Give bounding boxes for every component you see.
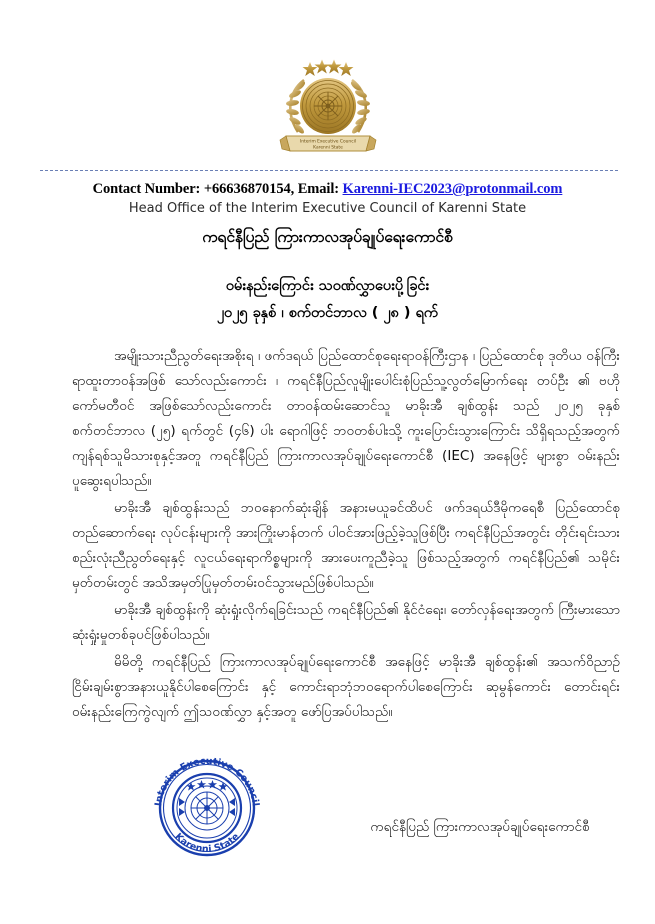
contact-label: Contact Number:: [92, 181, 201, 197]
seal-arc-top-text: Interim Executive Council: [153, 755, 261, 807]
karenni-iec-blue-round-seal-icon: [143, 752, 271, 864]
document-date: ၂၀၂၅ ခုနှစ် ၊ စက်တင်ဘာလ ( ၂၈ ) ရက်: [216, 305, 439, 321]
document-body: [72, 344, 620, 727]
body-paragraph: မာခိုးအီ ချစ်ထွန်းသည် ဘဝနောက်ဆုံးချိန် အနားမယူခင်ထိပင် ဖက်ဒရယ်ဒီမိုကရေစီ ပြည်ထောင်စု တည်ဆောက်ရေး လုပ်ငန်းများကို အားကြိုးမာန်တက် ပါဝင်အားဖြည့်ခဲ့သူဖြစ်ပြီး ကရင်နီပြည်အတွင်း တိုင်းရင်းသားစည်းလုံးညီညွတ်ရေးနှင့် လူငယ်ရေးရာကိစ္စများကို အားပေးကူညီခဲ့သူ ဖြစ်သည့်အတွက် ကရင်နီပြည်၏ သမိုင်းမှတ်တမ်းတွင် အသိအမှတ်ပြုမှတ်တမ်းဝင်သွားမည်ဖြစ်ပါသည်။: [72, 500, 620, 591]
head-office-line: Head Office of the Interim Executive Council of Karenni State: [128, 201, 527, 217]
emblem-banner-line1: Interim Executive Council: [299, 139, 356, 145]
body-paragraph: မာခိုးအီ ချစ်ထွန်းကို ဆုံးရှုံးလိုက်ရခြင်းသည် ကရင်နီပြည်၏ နိုင်ငံရေး၊ တော်လှန်ရေးအတွက် ကြီးမားသော ဆုံးရှုံးမှုတစ်ခုပင်ဖြစ်ပါသည်။: [72, 602, 620, 643]
body-paragraph: အမျိုးသားညီညွတ်ရေးအစိုးရ ၊ ဖက်ဒရယ် ပြည်ထောင်စုရေးရာဝန်ကြီးဌာန ၊ ပြည်ထောင်စု ဒုတိယ ဝန်ကြီး ရာထူးတာဝန်အဖြစ် သော်လည်းကောင်း ၊ ကရင်နီပြည်လူမျိုးပေါင်းစုံပြည်သူ့လွတ်မြောက်ရေး တပ်ဦး ၏ ဗဟိုကော်မတီဝင် အဖြစ်သော်လည်းကောင်း တာဝန်ထမ်းဆောင်သူ မာခိုးအီ ချစ်ထွန်း သည် ၂၀၂၅ ခုနှစ် စက်တင်ဘာလ (၂၅) ရက်တွင် (၄၆) ပါး ရောဂါဖြင့် ဘဝတစ်ပါးသို့ ကူးပြောင်းသွားကြောင်း သိရှိရသည့်အတွက် ကျန်ရစ်သူမိသားစုနှင့်အတူ ကရင်နီပြည် ကြားကာလအုပ်ချုပ်ရေးကောင်စီ (IEC) အနေဖြင့် များစွာ ဝမ်းနည်းပူဆွေးရပါသည်။: [72, 348, 620, 489]
official-seal: [143, 752, 271, 864]
seal-arc-bottom-text: Karenni State: [172, 831, 242, 856]
email-label: Email:: [297, 181, 339, 197]
contact-line: [0, 180, 655, 198]
signature-organization: ကရင်နီပြည် ကြားကာလအုပ်ချုပ်ရေးကောင်စီ: [370, 819, 590, 835]
document-subject: ဝမ်းနည်းကြောင်း သဝဏ်လွှာပေးပို့ခြင်း: [225, 278, 430, 294]
letterhead-emblem: [0, 52, 655, 156]
contact-block: [0, 180, 655, 218]
header-divider: [40, 170, 618, 171]
emblem-banner-line2: Karenni State: [312, 145, 343, 151]
body-paragraph: မိမိတို့ ကရင်နီပြည် ကြားကာလအုပ်ချုပ်ရေးကောင်စီ အနေဖြင့် မာခိုးအီ ချစ်ထွန်း၏ အသက်ဝိညာဉ် ငြိမ်းချမ်းစွာအနားယူနိုင်ပါစေကြောင်း နှင့် ကောင်းရာဘုံဘဝရောက်ပါစေကြောင်း ဆုမွန်ကောင်း တောင်းရင်း ဝမ်းနည်းကြေကွဲလျက် ဤသဝဏ်လွှာ နှင့်အတူ ဖော်ပြအပ်ပါသည်။: [72, 654, 620, 720]
karenni-iec-gold-emblem-icon: [274, 52, 382, 156]
email-link[interactable]: Karenni-IEC2023@protonmail.com: [342, 181, 563, 197]
page-title: ကရင်နီပြည် ကြားကာလအုပ်ချုပ်ရေးကောင်စီ: [202, 228, 453, 246]
contact-number: +66636870154,: [203, 181, 295, 197]
